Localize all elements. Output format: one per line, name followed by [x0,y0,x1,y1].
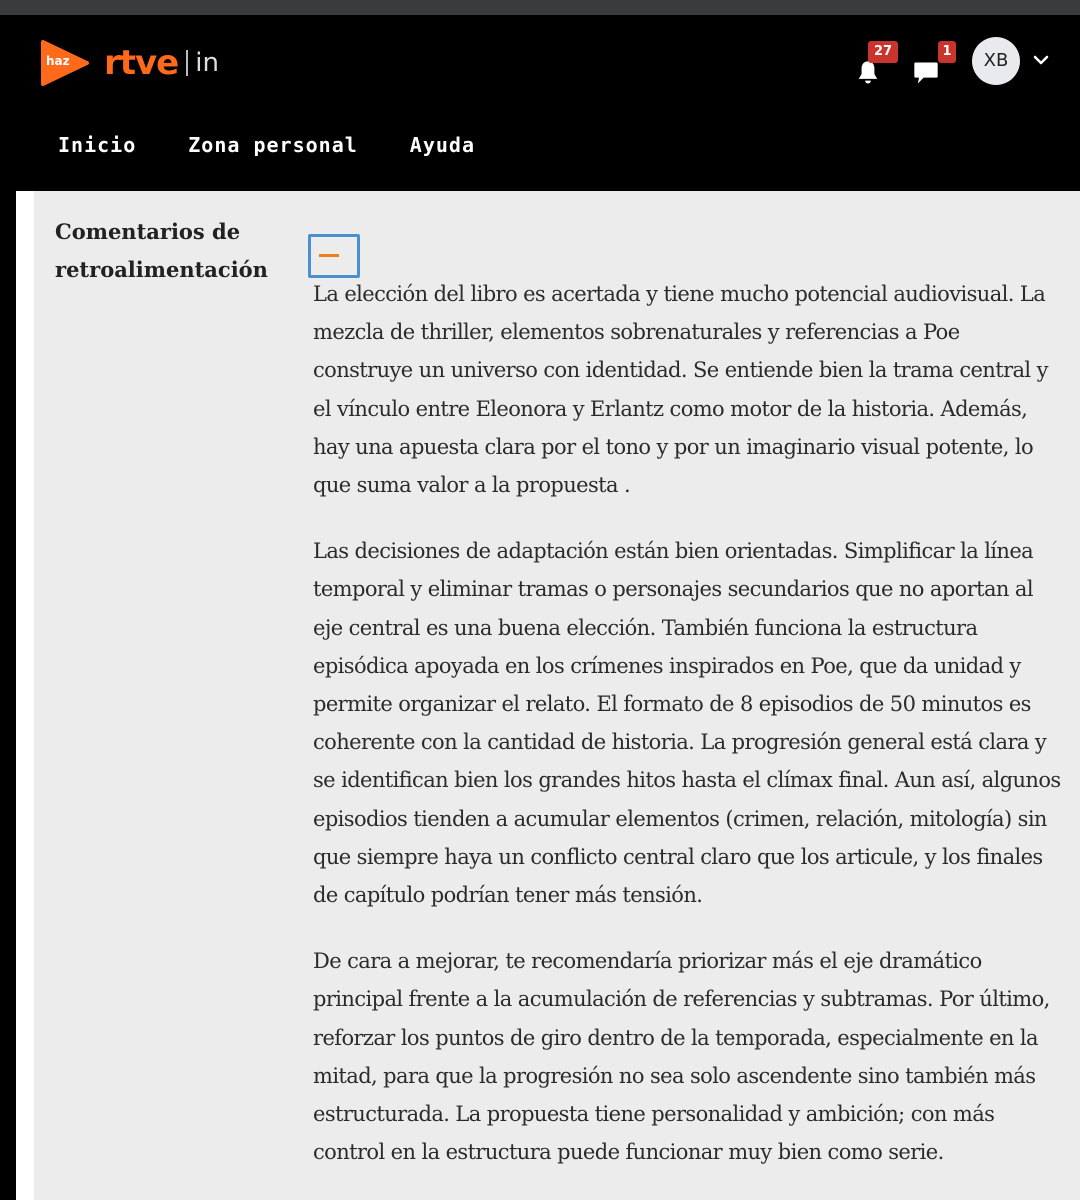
chat-bubble-icon [912,59,940,87]
minus-icon [319,254,339,257]
nav-item-ayuda[interactable]: Ayuda [409,133,476,157]
site-header [16,15,1080,191]
feedback-panel [34,191,1080,1200]
site-logo[interactable] [40,39,219,87]
logo-wordmark: rtve [104,43,179,83]
logo-separator [186,50,188,76]
notifications-button[interactable] [846,44,893,95]
haz-logo-mark-icon [40,39,90,87]
main-nav [58,133,475,157]
feedback-text [313,275,1061,1199]
feedback-paragraph: De cara a mejorar, te recomendaría priorizar más el eje dramático principal frente a la acumulación de referencias y subtramas. Por último, reforzar los puntos de giro dentro de la temporada, especialmente en la mitad, para que la progresión no sea solo ascendente sino también más estructurada. La propuesta tiene personalidad y ambición; con más control en la estructura puede funcionar muy bien como serie. [313,949,1050,1165]
notifications-count-badge: 27 [868,41,898,63]
messages-count-badge: 1 [938,41,956,63]
nav-item-zona-personal[interactable]: Zona personal [188,133,358,157]
nav-item-inicio[interactable]: Inicio [58,133,137,157]
browser-top-strip [0,0,1080,15]
messages-button[interactable] [904,44,952,95]
chevron-down-icon[interactable] [1032,53,1050,67]
section-label: Comentarios de retroalimentación [55,219,268,282]
collapse-button[interactable] [308,234,360,278]
feedback-paragraph: Las decisiones de adaptación están bien orientadas. Simplificar la línea temporal y eliminar tramas o personajes secundarios que no aportan al eje central es una buena elección. También funciona la estructura episódica apoyada en los crímenes inspirados en Poe, que da unidad y permite organizar el relato. El formato de 8 episodios de 50 minutos es coherente con la cantidad de historia. La progresión general está clara y se identifican bien los grandes hitos hasta el clímax final. Aun así, algunos episodios tienden a acumular elementos (crimen, relación, mitología) sin que siempre haya un conflicto central claro que los articule, y los finales de capítulo podrían tener más tensión. [313,539,1061,908]
main-content [16,191,1080,1200]
user-avatar[interactable]: XB [972,37,1020,85]
logo-suffix: in [195,48,219,78]
bell-icon [854,59,882,87]
logo-mark-text: haz [46,54,70,68]
feedback-paragraph: La elección del libro es acertada y tiene mucho potencial audiovisual. La mezcla de thriller, elementos sobrenaturales y referencias a Poe construye un universo con identidad. Se entiende bien la trama central y el vínculo entre Eleonora y Erlantz como motor de la historia. Además, hay una apuesta clara por el tono y por un imaginario visual potente, lo que suma valor a la propuesta . [313,282,1048,498]
